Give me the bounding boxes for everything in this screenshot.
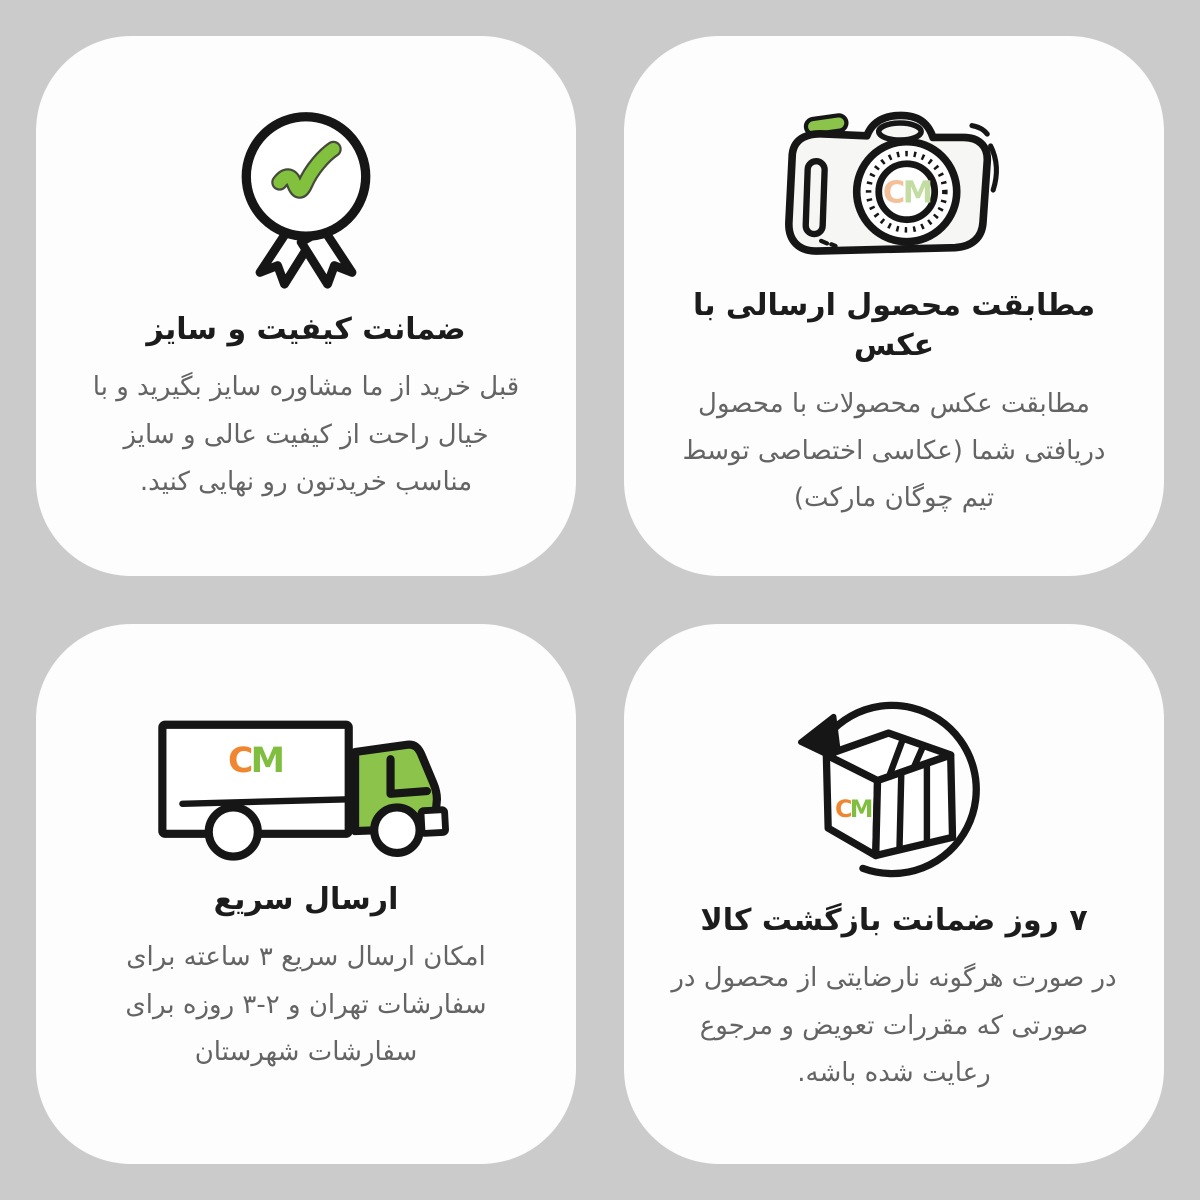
medal-check-icon xyxy=(232,106,380,292)
card-return-guarantee xyxy=(624,624,1164,1164)
card-fast-shipping xyxy=(36,624,576,1164)
card-photo-match xyxy=(624,36,1164,576)
card-body: امکان ارسال سریع ۳ ساعته برای سفارشات تهران و ۲-۳ روزه برای سفارشات شهرستان xyxy=(125,942,487,1067)
delivery-truck-icon xyxy=(141,712,471,862)
brand-logo-in-lens: CM xyxy=(882,175,931,211)
card-title: ۷ روز ضمانت بازگشت کالا xyxy=(700,902,1088,938)
card-body: قبل خرید از ما مشاوره سایز بگیرید و با خیال راحت از کیفیت عالی و سایز مناسب خریدتون رو نهایی کنید. xyxy=(92,372,520,497)
card-title: ضمانت کیفیت و سایز xyxy=(146,311,466,347)
camera-icon xyxy=(758,90,1030,268)
card-body: مطابقت عکس محصولات با محصول دریافتی شما (عکاسی اختصاصی توسط تیم چوگان مارکت) xyxy=(682,388,1106,514)
return-box-icon xyxy=(768,691,1020,883)
card-title: مطابقت محصول ارسالی با عکس xyxy=(692,287,1096,364)
brand-logo-on-truck: CM xyxy=(227,740,283,781)
card-title: ارسال سریع xyxy=(213,881,399,917)
brand-logo-on-box: CM xyxy=(835,794,871,823)
card-quality-size-guarantee xyxy=(36,36,576,576)
card-body: در صورت هرگونه نارضایتی از محصول در صورتی که مقررات تعویض و مرجوع رعایت شده باشه. xyxy=(671,963,1117,1088)
